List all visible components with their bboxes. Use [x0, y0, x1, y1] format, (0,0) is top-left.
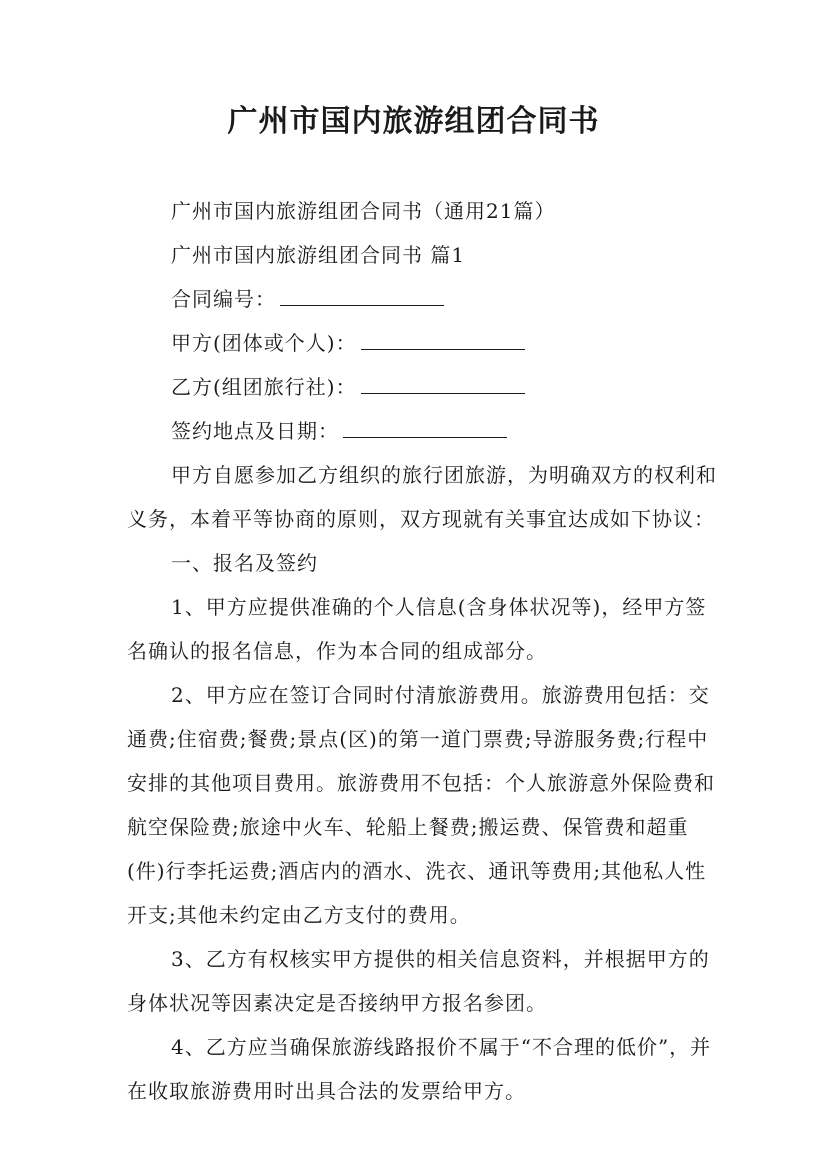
document-title: 广州市国内旅游组团合同书: [227, 104, 600, 139]
field-party-b-label: 乙方(组团旅行社)：: [171, 375, 357, 399]
clause-paragraph: 3、乙方有权核实甲方提供的相关信息资料，并根据甲方的身体状况等因素决定是否接纳甲方报名参团。: [127, 947, 710, 1015]
part-label: 广州市国内旅游组团合同书 篇1: [171, 243, 466, 267]
clause-paragraph: 1、甲方应提供准确的个人信息(含身体状况等)，经甲方签名确认的报名信息，作为本合同的组成部分。: [127, 595, 707, 663]
contract-no-blank: [280, 279, 444, 306]
field-party-b: [127, 365, 717, 409]
place-date-blank: [343, 411, 507, 438]
clause-paragraph: 2、甲方应在签订合同时付清旅游费用。旅游费用包括：交通费;住宿费;餐费;景点(区)的第一道门票费;导游服务费;行程中安排的其他项目费用。旅游费用不包括：个人旅游意外保险费和航空保险费;旅途中火车、轮船上餐费;搬运费、保管费和超重(件)行李托运费;酒店内的酒水、洗衣、通讯等费用;其他私人性开支;其他未约定由乙方支付的费用。: [127, 683, 715, 927]
subtitle: 广州市国内旅游组团合同书（通用21篇）: [171, 199, 556, 223]
field-place-date: [127, 409, 717, 453]
document-body: [127, 189, 717, 1113]
field-contract-no-label: 合同编号：: [171, 287, 276, 311]
section-heading: 一、报名及签约: [171, 551, 318, 575]
clause-paragraph: 4、乙方应当确保旅游线路报价不属于“不合理的低价”，并在收取旅游费用时出具合法的发票给甲方。: [127, 1035, 712, 1103]
field-contract-no: [127, 277, 717, 321]
party-a-blank: [361, 323, 525, 350]
field-party-a-label: 甲方(团体或个人)：: [171, 331, 357, 355]
intro-paragraph: 甲方自愿参加乙方组织的旅行团旅游，为明确双方的权利和义务，本着平等协商的原则，双方现就有关事宜达成如下协议：: [127, 463, 717, 531]
party-b-blank: [361, 367, 525, 394]
field-place-date-label: 签约地点及日期：: [171, 419, 339, 443]
field-party-a: [127, 321, 717, 365]
